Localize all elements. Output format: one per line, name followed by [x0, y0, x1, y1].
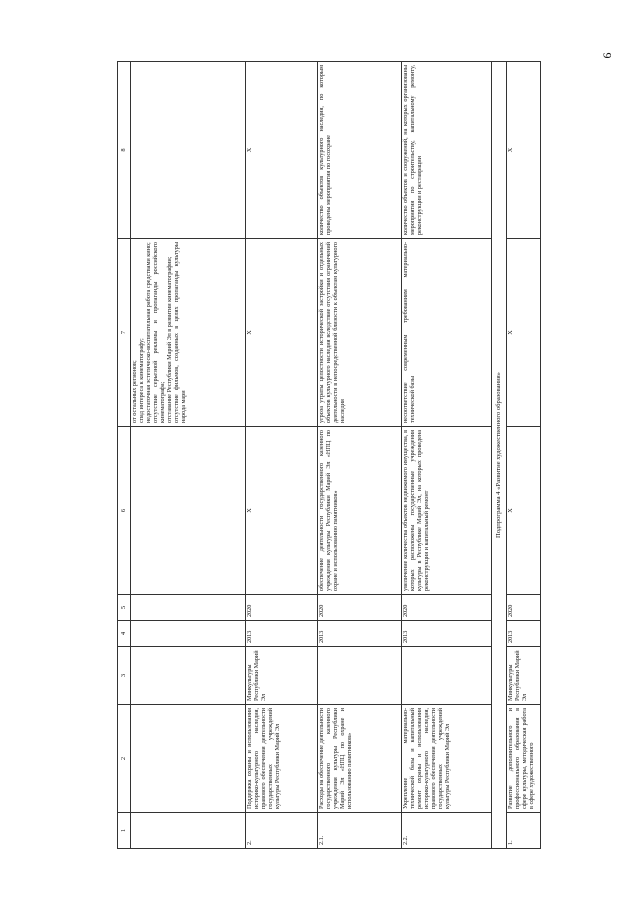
cell-risk: несоответствие современным требованиям материально-технической базы: [402, 239, 492, 427]
cell-end: 2020: [402, 595, 492, 621]
cell-executor: Минкультуры Республики Марий Эл: [507, 647, 541, 705]
cell-indicator: количество объектов культурного наследия, по которым проведены мероприятия по госохране: [318, 62, 402, 239]
rotated-table-container: [117, 62, 535, 849]
col-header: 7: [118, 239, 131, 427]
cell-executor: [402, 647, 492, 705]
cell-risk: Х: [246, 239, 318, 427]
cell-indicator: Х: [246, 62, 318, 239]
col-header: 5: [118, 595, 131, 621]
cell-end: [131, 595, 246, 621]
cell-result: увеличение количества объектов недвижимого имущества, в которых расположены государственные учреждения культуры в Республике Марий Эл, на которых проведена реконструкция и капитальный ремонт: [402, 427, 492, 595]
cell-executor: Минкультуры Республики Марий Эл: [246, 647, 318, 705]
cell-result: обеспечение деятельности государственного казенного учреждения культуры Республики Марий Эл «НПЦ по охране и использованию памятников»: [318, 427, 402, 595]
table-row: [507, 62, 541, 849]
cell-end: 2020: [507, 595, 541, 621]
cell-num: [131, 813, 246, 849]
cell-start: 2013: [507, 621, 541, 647]
cell-name: Поддержка охраны и использования историко-культурного наследия, правового обеспечения деятельности государственных учреждений культуры Республики Марий Эл: [246, 705, 318, 813]
col-header: 2: [118, 705, 131, 813]
cell-start: 2013: [318, 621, 402, 647]
col-header: 3: [118, 647, 131, 705]
cell-indicator: Х: [507, 62, 541, 239]
cell-num: 1.: [507, 813, 541, 849]
cell-end: 2020: [318, 595, 402, 621]
page-number: 9: [600, 52, 615, 59]
cell-result: [131, 427, 246, 595]
cell-end: 2020: [246, 595, 318, 621]
col-header: 4: [118, 621, 131, 647]
cell-risk: угроза утраты целостности исторической застройки и отдельных объектов культурного наследия вследствие отсутствия ограничений деятельности в непосредственной близости к объектам культурного наследия: [318, 239, 402, 427]
subprogram-row: [492, 62, 507, 849]
cell-name: Развитие дополнительного и профессионального образования в сфере культуры, методическая работа в сфере художественного: [507, 705, 541, 813]
cell-risk: от остальных регионов; спад интереса к кинематографу; недостаточная эстетическо-воспитательная работа средствами кино; отсутствие серьезной рекламы и пропаганды российского кинематографа; отставание Республики Марий Эл в развитии кинематографии; отсутствие фильмов, созданных в целях пропаганды культуры народа мари: [131, 239, 246, 427]
cell-start: 2013: [246, 621, 318, 647]
cell-indicator: [131, 62, 246, 239]
cell-start: 2013: [402, 621, 492, 647]
cell-executor: [131, 647, 246, 705]
cell-result: Х: [246, 427, 318, 595]
cell-num: 2.: [246, 813, 318, 849]
cell-start: [131, 621, 246, 647]
column-number-row: [118, 62, 131, 849]
table-row: [131, 62, 246, 849]
measures-table: [117, 61, 541, 849]
cell-name: [131, 705, 246, 813]
cell-num: 2.2.: [402, 813, 492, 849]
col-header: 1: [118, 813, 131, 849]
col-header: 8: [118, 62, 131, 239]
table-row: [246, 62, 318, 849]
cell-name: Расходы на обеспечение деятельности государственного казенного учреждения культуры Республики Марий Эл «НПЦ по охране и использованию памятников»: [318, 705, 402, 813]
cell-indicator: количество объектов и сооружений, на которых организованы мероприятия по строительству, капитальному ремонту, реконструкции и реставрации: [402, 62, 492, 239]
subprogram-title: Подпрограмма 4 «Развитие художественного образования»: [492, 62, 507, 849]
table-row: [402, 62, 492, 849]
cell-name: Укрепление материально-технической базы и капитальный ремонт охраны и использования историко-культурного наследия, правового обеспечения деятельности государственных учреждений культуры Республики Марий Эл: [402, 705, 492, 813]
table-row: [318, 62, 402, 849]
col-header: 6: [118, 427, 131, 595]
cell-num: 2.1.: [318, 813, 402, 849]
cell-risk: Х: [507, 239, 541, 427]
cell-result: Х: [507, 427, 541, 595]
cell-executor: [318, 647, 402, 705]
